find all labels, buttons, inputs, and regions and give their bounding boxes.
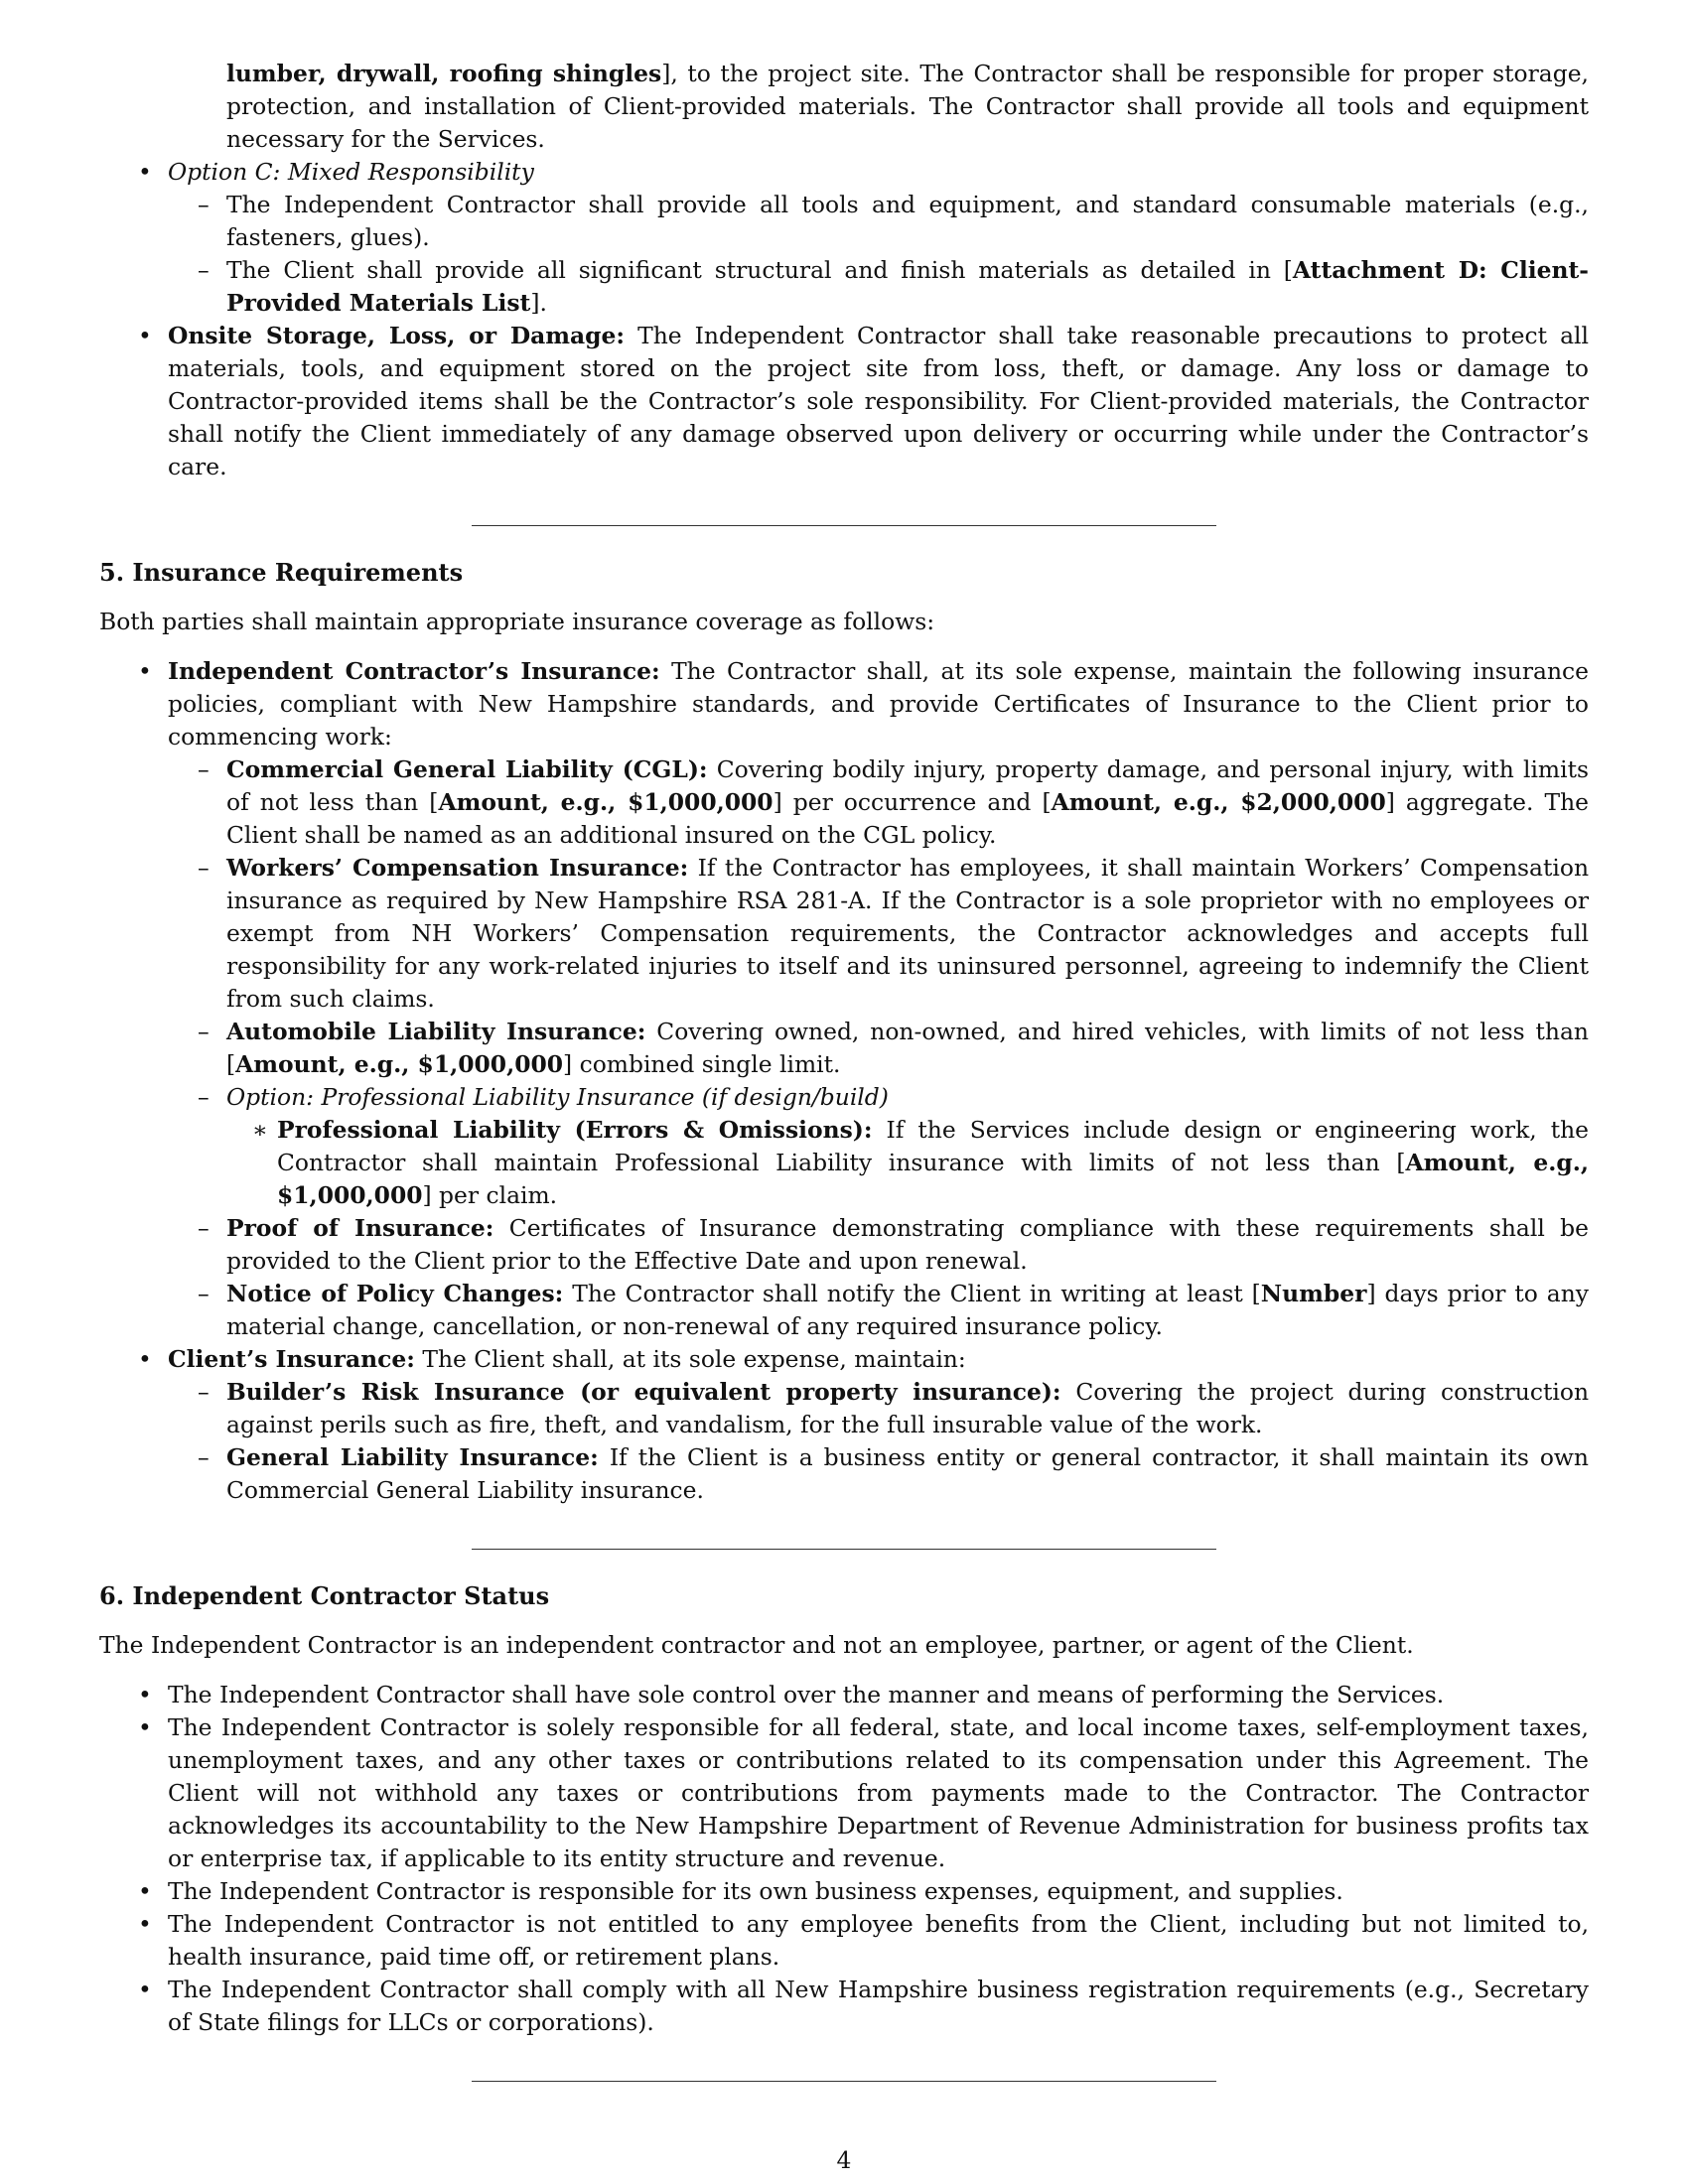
onsite-storage-text: The Independent Contractor shall take reasonable precautions to protect all materials, tools, and equipment stored on the project site from loss, theft, or damage. Any loss or damage to Contractor-provided items shall be the Contractor’s sole responsibility. For Client-provided materials, the Contractor shall notify the Client immediately of any damage observed upon delivery or occurring while under the Contractor’s care. (168, 322, 1589, 480)
cgl-amount-occurrence: Amount, e.g., $1,000,000 (438, 788, 774, 816)
client-insurance-label: Client’s Insurance: (168, 1345, 415, 1373)
section-heading-insurance: 5. Insurance Requirements (99, 558, 464, 587)
workers-comp-item (168, 852, 1589, 1016)
list-item-onsite-storage (99, 320, 1589, 483)
list-item: • The Independent Contractor shall have sole control over the manner and means of performing the Services. (99, 1679, 1589, 1711)
professional-liability-text-2: ] per claim. (422, 1181, 558, 1209)
cgl-label: Commercial General Liability (CGL): (226, 755, 708, 783)
option-professional-label: Option: Professional Liability Insurance (if design/build) (226, 1083, 889, 1111)
workers-comp-text: If the Contractor has employees, it shall maintain Workers’ Compensation insurance as required by New Hampshire RSA 281-A. If the Contractor is a sole proprietor with no employees or exempt from NH Workers’ Compensation requirements, the Contractor acknowledges and accepts full responsibility for any work-related injuries to itself and its uninsured personnel, agreeing to indemnify the Client from such claims. (226, 854, 1590, 1013)
builders-risk-label: Builder’s Risk Insurance (or equivalent property insurance): (226, 1378, 1061, 1406)
notice-text-1: The Contractor shall notify the Client in writing at least [ (563, 1280, 1261, 1307)
workers-comp-label: Workers’ Compensation Insurance: (226, 854, 689, 882)
auto-liability-label: Automobile Liability Insurance: (226, 1018, 646, 1045)
option-c-item-1 (168, 189, 1589, 254)
client-general-liability-text: If the Client is a business entity or general contractor, it shall maintain its own Commercial General Liability insurance. (226, 1443, 1589, 1504)
list-item: • The Independent Contractor is solely responsible for all federal, state, and local income taxes, self-employment taxes, unemployment taxes, and any other taxes or contributions related to its compensation under this Agreement. The Client will not withhold any taxes or contributions from payments made to the Contractor. The Contractor acknowledges its accountability to the New Hampshire Department of Revenue Administration for business profits tax or enterprise tax, if applicable to its entity structure and revenue. (99, 1711, 1589, 1875)
cgl-text-2: ] per occurrence and [ (773, 788, 1052, 816)
auto-liability-amount: Amount, e.g., $1,000,000 (235, 1050, 564, 1078)
list-item-contractor-insurance (99, 655, 1589, 1343)
professional-sublist (226, 1114, 1589, 1212)
proof-of-insurance-item (168, 1212, 1589, 1278)
notice-policy-changes-item (168, 1278, 1589, 1343)
insurance-intro: Both parties shall maintain appropriate insurance coverage as follows: (99, 608, 935, 635)
section-divider (472, 525, 1216, 526)
contractor-status-intro: The Independent Contractor is an independent contractor and not an employee, partner, or agent of the Client. (99, 1631, 1414, 1659)
cgl-item (168, 753, 1589, 852)
notice-policy-changes-label: Notice of Policy Changes: (226, 1280, 564, 1307)
onsite-storage-label: Onsite Storage, Loss, or Damage: (168, 322, 626, 349)
option-c-sublist (168, 189, 1589, 320)
materials-continuation (99, 58, 1589, 156)
auto-liability-text-1: Covering owned, non-owned, and hired vehicles, with limits of not less than [ (226, 1018, 1589, 1078)
list-item-client-insurance (99, 1343, 1589, 1507)
section-divider (472, 1549, 1216, 1550)
page-number: 4 (836, 2146, 852, 2174)
contractor-insurance-label: Independent Contractor’s Insurance: (168, 657, 660, 685)
contractor-insurance-text: The Contractor shall, at its sole expense, maintain the following insurance policies, compliant with New Hampshire standards, and provide Certificates of Insurance to the Client prior to commencing work: (168, 657, 1589, 751)
option-professional-item (168, 1081, 1589, 1212)
proof-of-insurance-label: Proof of Insurance: (226, 1214, 494, 1242)
insurance-list (99, 655, 1589, 1507)
list-item: • The Independent Contractor shall comply with all New Hampshire business registration requirements (e.g., Secretary of State filings for LLCs or corporations). (99, 1974, 1589, 2039)
cgl-text-3: ] aggregate. The Client shall be named as an additional insured on the CGL policy. (226, 788, 1589, 849)
builders-risk-item (168, 1376, 1589, 1441)
proof-of-insurance-text: Certificates of Insurance demonstrating compliance with these requirements shall be provided to the Client prior to the Effective Date and upon renewal. (226, 1214, 1589, 1275)
document-page (99, 58, 1589, 2082)
professional-liability-text-1: If the Services include design or engineering work, the Contractor shall maintain Professional Liability insurance with limits of not less than [ (277, 1116, 1589, 1176)
section-divider (472, 2081, 1216, 2082)
client-general-liability-item (168, 1441, 1589, 1507)
materials-continuation-text: ], to the project site. The Contractor shall be responsible for proper storage, protection, and installation of Client-provided materials. The Contractor shall provide all tools and equipment necessary for the Services. (226, 60, 1589, 153)
attachment-d-reference: Attachment D: Client-Provided Materials List (226, 256, 1589, 317)
professional-liability-amount: Amount, e.g., $1,000,000 (277, 1149, 1589, 1209)
list-item-option-c (99, 156, 1589, 320)
contractor-status-list (99, 1679, 1589, 2039)
builders-risk-text: Covering the project during construction against perils such as fire, theft, and vandalism, for the full insurable value of the work. (226, 1378, 1590, 1438)
notice-number: Number (1260, 1280, 1367, 1307)
client-general-liability-label: General Liability Insurance: (226, 1443, 599, 1471)
option-c-item-1-text: The Independent Contractor shall provide all tools and equipment, and standard consumable materials (e.g., fasteners, glues). (226, 191, 1589, 251)
section-heading-contractor-status: 6. Independent Contractor Status (99, 1581, 550, 1610)
list-item: • The Independent Contractor is responsible for its own business expenses, equipment, and supplies. (99, 1875, 1589, 1908)
professional-liability-item (226, 1114, 1589, 1212)
notice-text-2: ] days prior to any material change, cancellation, or non-renewal of any required insurance policy. (226, 1280, 1590, 1340)
contractor-insurance-sublist (168, 753, 1589, 1343)
cgl-amount-aggregate: Amount, e.g., $2,000,000 (1051, 788, 1386, 816)
auto-liability-text-2: ] combined single limit. (563, 1050, 841, 1078)
client-insurance-text: The Client shall, at its sole expense, maintain: (414, 1345, 966, 1373)
professional-liability-label: Professional Liability (Errors & Omissions): (277, 1116, 873, 1144)
cgl-text-1: Covering bodily injury, property damage, and personal injury, with limits of not less than [ (226, 755, 1589, 816)
option-c-item-2 (168, 254, 1589, 320)
client-insurance-sublist (168, 1376, 1589, 1507)
auto-liability-item (168, 1016, 1589, 1081)
materials-list-bold: lumber, drywall, roofing shingles (226, 60, 662, 87)
list-item: • The Independent Contractor is not entitled to any employee benefits from the Client, including but not limited to, health insurance, paid time off, or retirement plans. (99, 1908, 1589, 1974)
materials-list (99, 156, 1589, 483)
option-c-item-2-post: ]. (530, 289, 547, 317)
option-c-item-2-pre: The Client shall provide all significant structural and finish materials as detailed in [ (226, 256, 1293, 284)
option-c-label: Option C: Mixed Responsibility (168, 158, 534, 186)
